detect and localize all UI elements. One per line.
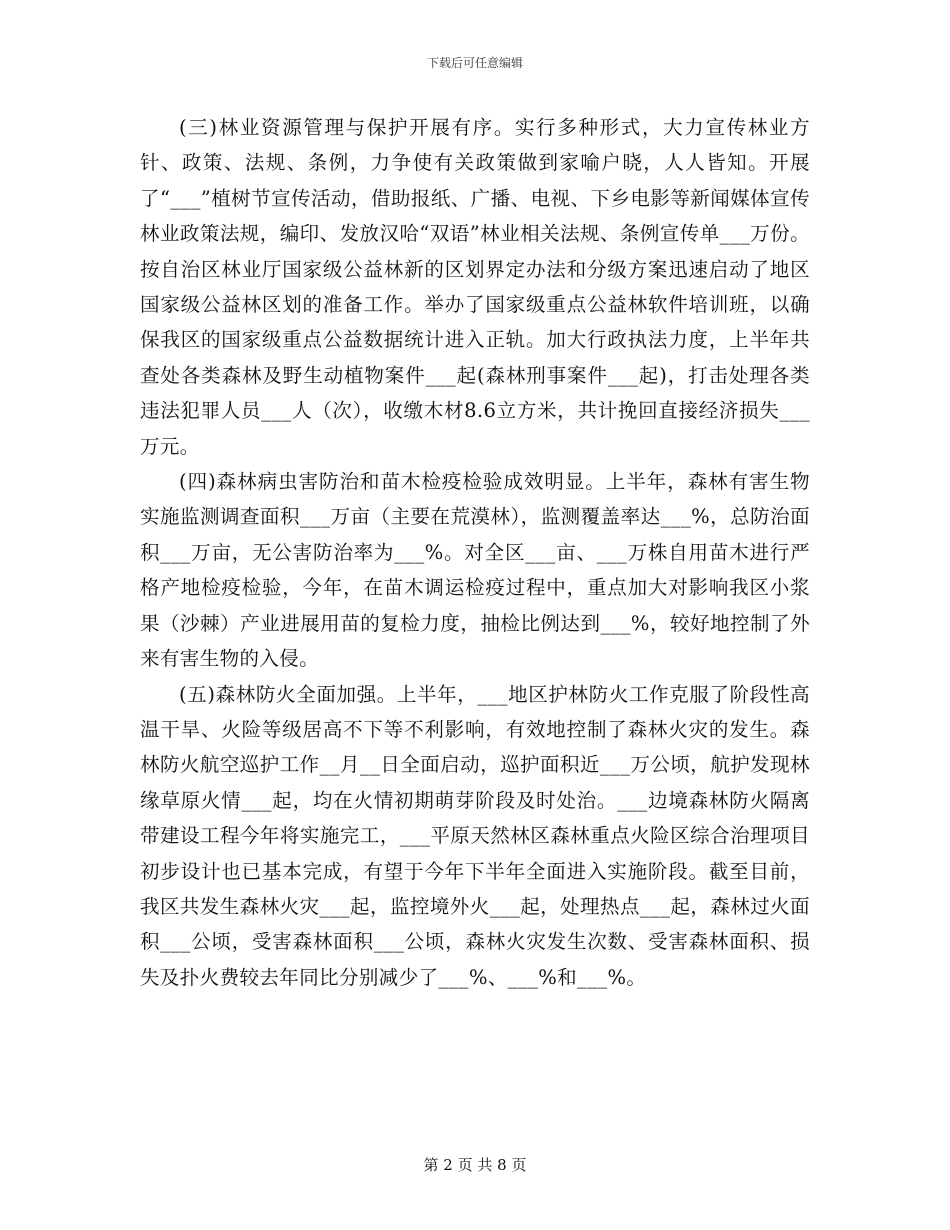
paragraph-forestry-resource-management: (三)林业资源管理与保护开展有序。实行多种形式，大力宣传林业方针、政策、法规、条例，力争使有关政策做到家喻户晓，人人皆知。开展了“___”植树节宣传活动，借助报纸、广播、电视、下乡电影等新闻媒体宣传林业政策法规，编印、发放汉哈“双语”林业相关法规、条例宣传单___万份。按自治区林业厅国家级公益林新的区划界定办法和分级方案迅速启动了地区国家级公益林区划的准备工作。举办了国家级重点公益林软件培训班，以确保我区的国家级重点公益数据统计进入正轨。加大行政执法力度，上半年共查处各类森林及野生动植物案件___起(森林刑事案件___起)，打击处理各类违法犯罪人员___人（次），收缴木材8.6立方米，共计挽回直接经济损失___万元。 [140, 116, 810, 458]
page-footer: 第 2 页 共 8 页 [423, 1156, 527, 1174]
page-header: 下载后可任意编辑 [426, 56, 523, 70]
paragraph-pest-control-quarantine: (四)森林病虫害防治和苗木检疫检验成效明显。上半年，森林有害生物实施监测调查面积___万亩（主要在荒漠林），监测覆盖率达___%，总防治面积___万亩，无公害防治率为___%。对全区___亩、___万株自用苗木进行严格产地检疫检验，今年，在苗木调运检疫过程中，重点加大对影响我区小浆果（沙棘）产业进展用苗的复检力度，抽检比例达到___%，较好地控制了外来有害生物的入侵。 [140, 470, 810, 671]
document-body [140, 110, 810, 995]
paragraph-fire-prevention: (五)森林防火全面加强。上半年，___地区护林防火工作克服了阶段性高温干旱、火险等级居高不下等不利影响，有效地控制了森林火灾的发生。森林防火航空巡护工作__月__日全面启动，巡护面积近___万公顷，航护发现林缘草原火情___起，均在火情初期萌芽阶段及时处治。___边境森林防火隔离带建设工程今年将实施完工，___平原天然林区森林重点火险区综合治理项目初步设计也已基本完成，有望于今年下半年全面进入实施阶段。截至目前，我区共发生森林火灾___起，监控境外火___起，处理热点___起，森林过火面积___公顷，受害森林面积___公顷，森林火灾发生次数、受害森林面积、损失及扑火费较去年同比分别减少了___%、___%和___%。 [140, 682, 810, 989]
